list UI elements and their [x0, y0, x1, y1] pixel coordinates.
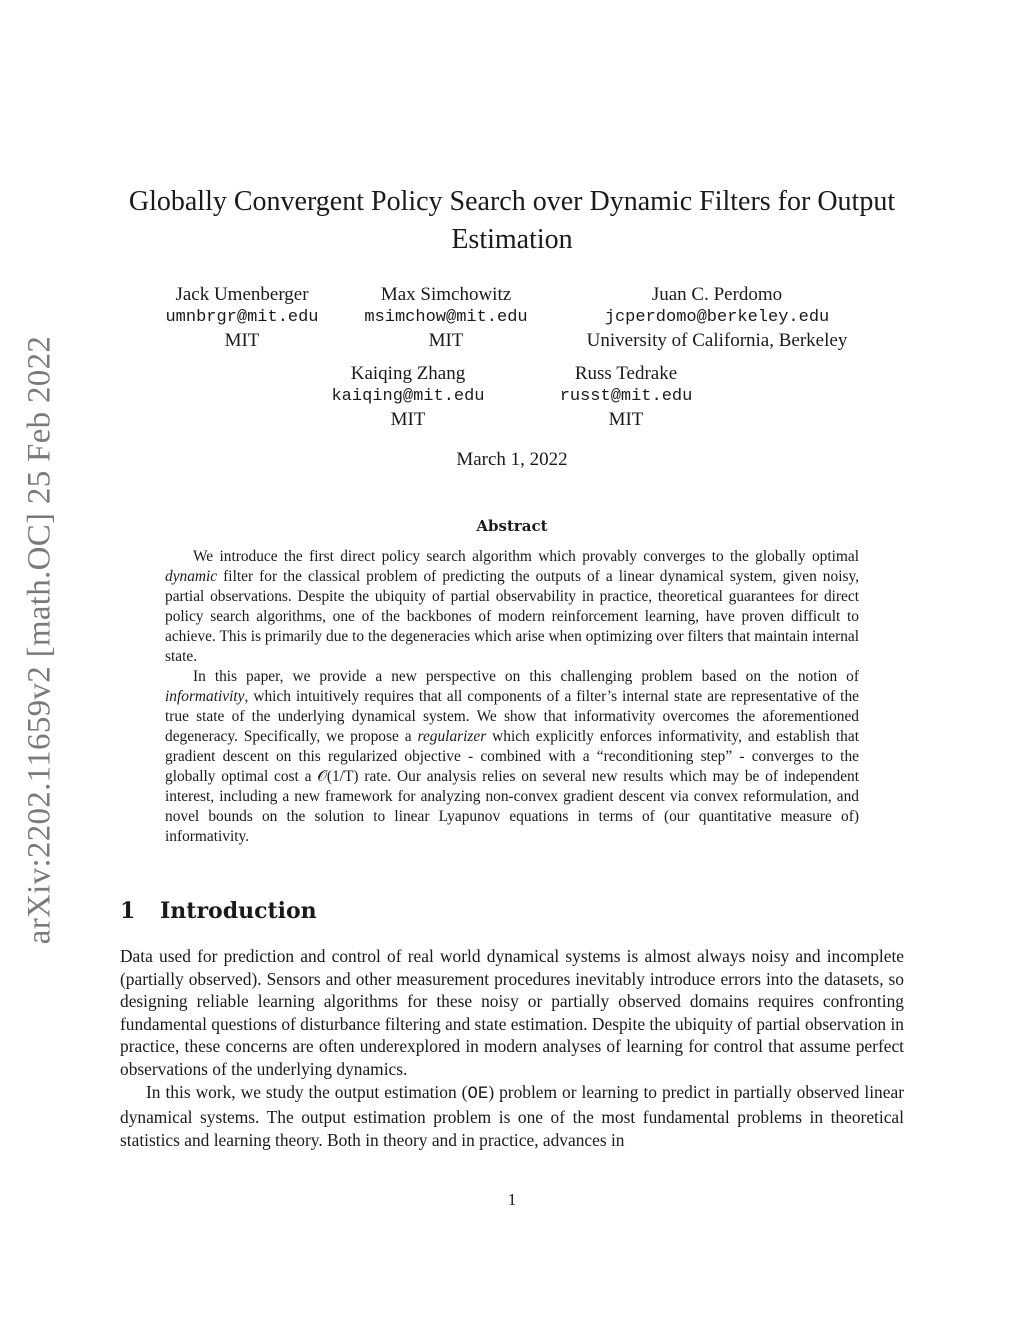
- author-affiliation: University of California, Berkeley: [586, 330, 848, 351]
- author-affiliation: MIT: [428, 330, 464, 351]
- author-email[interactable]: kaiqing@mit.edu: [331, 387, 485, 406]
- author-name: Jack Umenberger: [175, 284, 309, 305]
- abstract-paragraph: In this paper, we provide a new perspective on this challenging problem based on the notion of informativity, which intuitively requires that all components of a filter’s internal state are representative of the true state of the underlying dynamical system. We show that informativity overcomes the aforementioned degeneracy. Specifically, we propose a regularizer which explicitly enforces informativity, and establish that gradient descent on this regularized objective - combined with a “reconditioning step” - converges to the globally optimal cost a 𝒪(1/T) rate. Our analysis relies on several new results which may be of independent interest, including a new framework for analyzing non-convex gradient descent via convex reformulation, and novel bounds on the solution to linear Lyapunov equations in terms of (our quantitative measure of) informativity.: [165, 668, 859, 845]
- author-affiliation: MIT: [608, 409, 644, 430]
- abstract-heading: Abstract: [476, 517, 548, 535]
- author-email[interactable]: msimchow@mit.edu: [364, 308, 528, 327]
- section-number: 1: [120, 898, 136, 924]
- math-rate: 𝒪(1/T): [317, 768, 359, 785]
- introduction-body: [120, 945, 904, 1151]
- abstract-body: [165, 547, 859, 847]
- arxiv-identifier: arXiv:2202.11659v2 [math.OC] 25 Feb 2022: [21, 335, 58, 945]
- author-name: Juan C. Perdomo: [651, 284, 783, 305]
- author-affiliation: MIT: [224, 330, 260, 351]
- oe-code: OE: [467, 1084, 489, 1104]
- author-email[interactable]: russt@mit.edu: [559, 387, 693, 406]
- author-name: Russ Tedrake: [574, 363, 678, 384]
- abstract-paragraph: We introduce the first direct policy search algorithm which provably converges to the globally optimal dynamic filter for the classical problem of predicting the outputs of a linear dynamical system, given noisy, partial observations. Despite the ubiquity of partial observability in practice, theoretical guarantees for direct policy search algorithms, one of the backbones of modern reinforcement learning, have proven difficult to achieve. This is primarily due to the degeneracies which arise when optimizing over filters that maintain internal state.: [165, 548, 859, 665]
- body-paragraph: Data used for prediction and control of real world dynamical systems is almost always noisy and incomplete (partially observed). Sensors and other measurement procedures inevitably introduce errors into the datasets, so designing reliable learning algorithms for these noisy or partially observed domains requires confronting fundamental questions of disturbance filtering and state estimation. Despite the ubiquity of partial observation in practice, these concerns are often underexplored in modern analyses of learning for control that assume perfect observations of the underlying dynamics.: [120, 946, 904, 1079]
- author-affiliation: MIT: [390, 409, 426, 430]
- publication-date: March 1, 2022: [456, 449, 568, 470]
- paper-title: Globally Convergent Policy Search over Dynamic Filters for Output Estimation: [128, 186, 896, 255]
- page-number: 1: [507, 1190, 517, 1209]
- author-name: Max Simchowitz: [380, 284, 512, 305]
- author-block: [466, 362, 786, 431]
- section-title: Introduction: [160, 898, 317, 924]
- section-heading: [120, 898, 317, 924]
- author-block: [557, 283, 877, 352]
- author-name: Kaiqing Zhang: [350, 363, 466, 384]
- body-paragraph: In this work, we study the output estimation (OE) problem or learning to predict in partially observed linear dynamical systems. The output estimation problem is one of the most fundamental problems in theoretical statistics and learning theory. Both in theory and in practice, advances in: [120, 1081, 904, 1150]
- author-email[interactable]: jcperdomo@berkeley.edu: [604, 308, 830, 327]
- author-email[interactable]: umnbrgr@mit.edu: [165, 308, 319, 327]
